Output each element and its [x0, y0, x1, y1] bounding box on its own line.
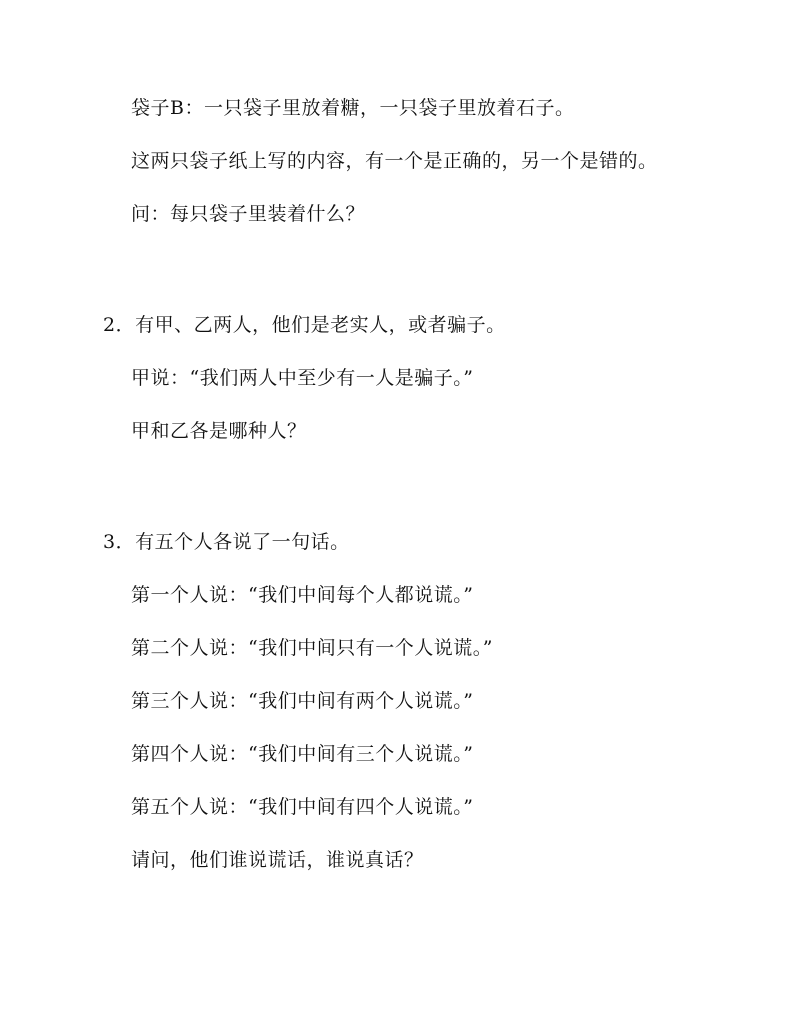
- question-1-text: 问：每只袋子里装着什么？: [131, 203, 366, 225]
- problem-3-heading: 3．有五个人各说了一句话。: [103, 531, 350, 553]
- person-2-statement: 第二个人说：“我们中间只有一个人说谎。”: [131, 637, 493, 659]
- person-5-statement: 第五个人说：“我们中间有四个人说谎。”: [131, 796, 474, 818]
- statement-text: 这两只袋子纸上写的内容，有一个是正确的，另一个是错的。: [131, 150, 658, 172]
- person-3-statement: 第三个人说：“我们中间有两个人说谎。”: [131, 690, 474, 712]
- bag-b-text: 袋子B：一只袋子里放着糖，一只袋子里放着石子。: [131, 97, 575, 119]
- person-4-statement: 第四个人说：“我们中间有三个人说谎。”: [131, 743, 474, 765]
- person-1-statement: 第一个人说：“我们中间每个人都说谎。”: [131, 584, 474, 606]
- question-2-text: 甲和乙各是哪种人？: [131, 420, 307, 442]
- problem-2-heading: 2．有甲、乙两人，他们是老实人，或者骗子。: [103, 314, 506, 336]
- jia-says-text: 甲说：“我们两人中至少有一人是骗子。”: [131, 367, 474, 389]
- question-3-text: 请问，他们谁说谎话，谁说真话？: [131, 849, 424, 871]
